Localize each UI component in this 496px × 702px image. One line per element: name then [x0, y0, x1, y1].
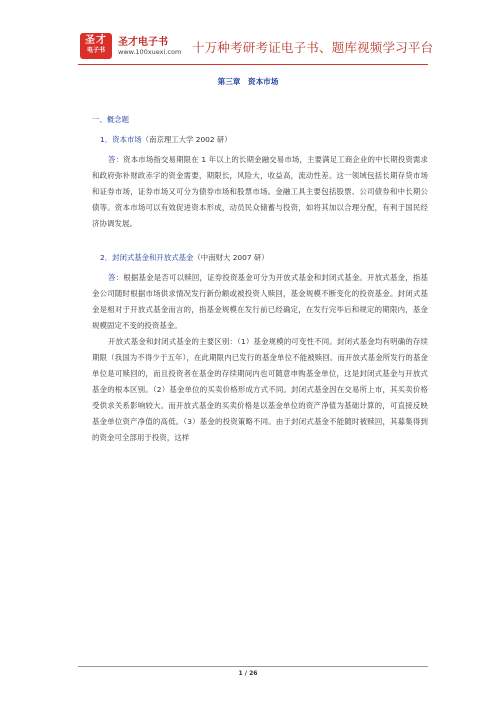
question-1-answer	[92, 152, 428, 232]
question-2-source: （中南财大 2007 研）	[193, 253, 269, 262]
logo-text-line2: 电子书	[86, 47, 105, 54]
section-heading: 一、概念题	[92, 115, 129, 124]
answer-text: 资本市场指交易期限在 1 年以上的长期金融交易市场，主要满足工商企业的中长期投资需求和政府弥补财政赤字的资金需要，期限长，风险大，收益高，流动性差。这一领域包括长期存贷市场和证券市场，证券市场又可分为债券市场和股票市场。金融工具主要包括股票、公司债券和中长期公债等。资本市场可以有效促进资本形成，动员民众储蓄与投资，如将其加以合理分配，有利于国民经济协调发展。	[92, 155, 429, 228]
spacer	[92, 232, 428, 246]
header-divider	[78, 64, 428, 65]
question-2-answer-paragraph-2: 开放式基金和封闭式基金的主要区别：（1）基金规模的可变性不同。封闭式基金均有明确的存续期限（我国为不得少于五年），在此期限内已发行的基金单位不能被赎回。而开放式基金所发行的基金单位是可赎回的，而且投资者在基金的存续期间内也可随意申购基金单位，这是封闭式基金与开放式基金的根本区别。（2）基金单位的买卖价格形成方式不同。封闭式基金因在交易所上市，其买卖价格受供求关系影响较大。而开放式基金的买卖价格是以基金单位的资产净值为基础计算的，可直接反映基金单位资产净值的高低。（3）基金的投资策略不同。由于封闭式基金不能随时被赎回，其募集得到的资金可全部用于投资，这样	[92, 337, 428, 442]
answer-label: 答：	[108, 155, 124, 164]
page-header	[0, 0, 496, 66]
question-2-term: 2．封闭式基金和开放式基金	[100, 253, 194, 262]
page-number: 1 / 26	[238, 670, 258, 677]
chapter-title: 第三章 资本市场	[217, 77, 279, 86]
brand-url-link[interactable]: www.100xuexi.com	[118, 48, 182, 56]
brand-name: 圣才电子书	[118, 37, 168, 48]
question-2-answer	[92, 270, 428, 334]
answer-label: 答：	[108, 273, 124, 282]
footer-divider	[78, 666, 428, 667]
header-slogan: 十万种考研考证电子书、题库视频学习平台	[192, 40, 434, 55]
brand-logo	[80, 33, 112, 59]
answer-text: 根据基金是否可以赎回，证券投资基金可分为开放式基金和封闭式基金。开放式基金，指基金公司随时根据市场供求情况发行新份额或被投资人赎回，基金规模不断变化的投资基金。封闭式基金是相对于开放式基金而言的，指基金规模在发行前已经确定，在发行完毕后和规定的期限内，基金规模固定不变的投资基金。	[92, 273, 428, 330]
question-1-source: （南京理工大学 2002 研）	[141, 135, 232, 144]
question-1-term: 1．资本市场	[100, 135, 142, 144]
document-body	[92, 112, 428, 446]
question-1-title	[100, 132, 428, 148]
logo-text-line1: 圣才	[85, 35, 107, 46]
question-2-title	[100, 250, 428, 266]
